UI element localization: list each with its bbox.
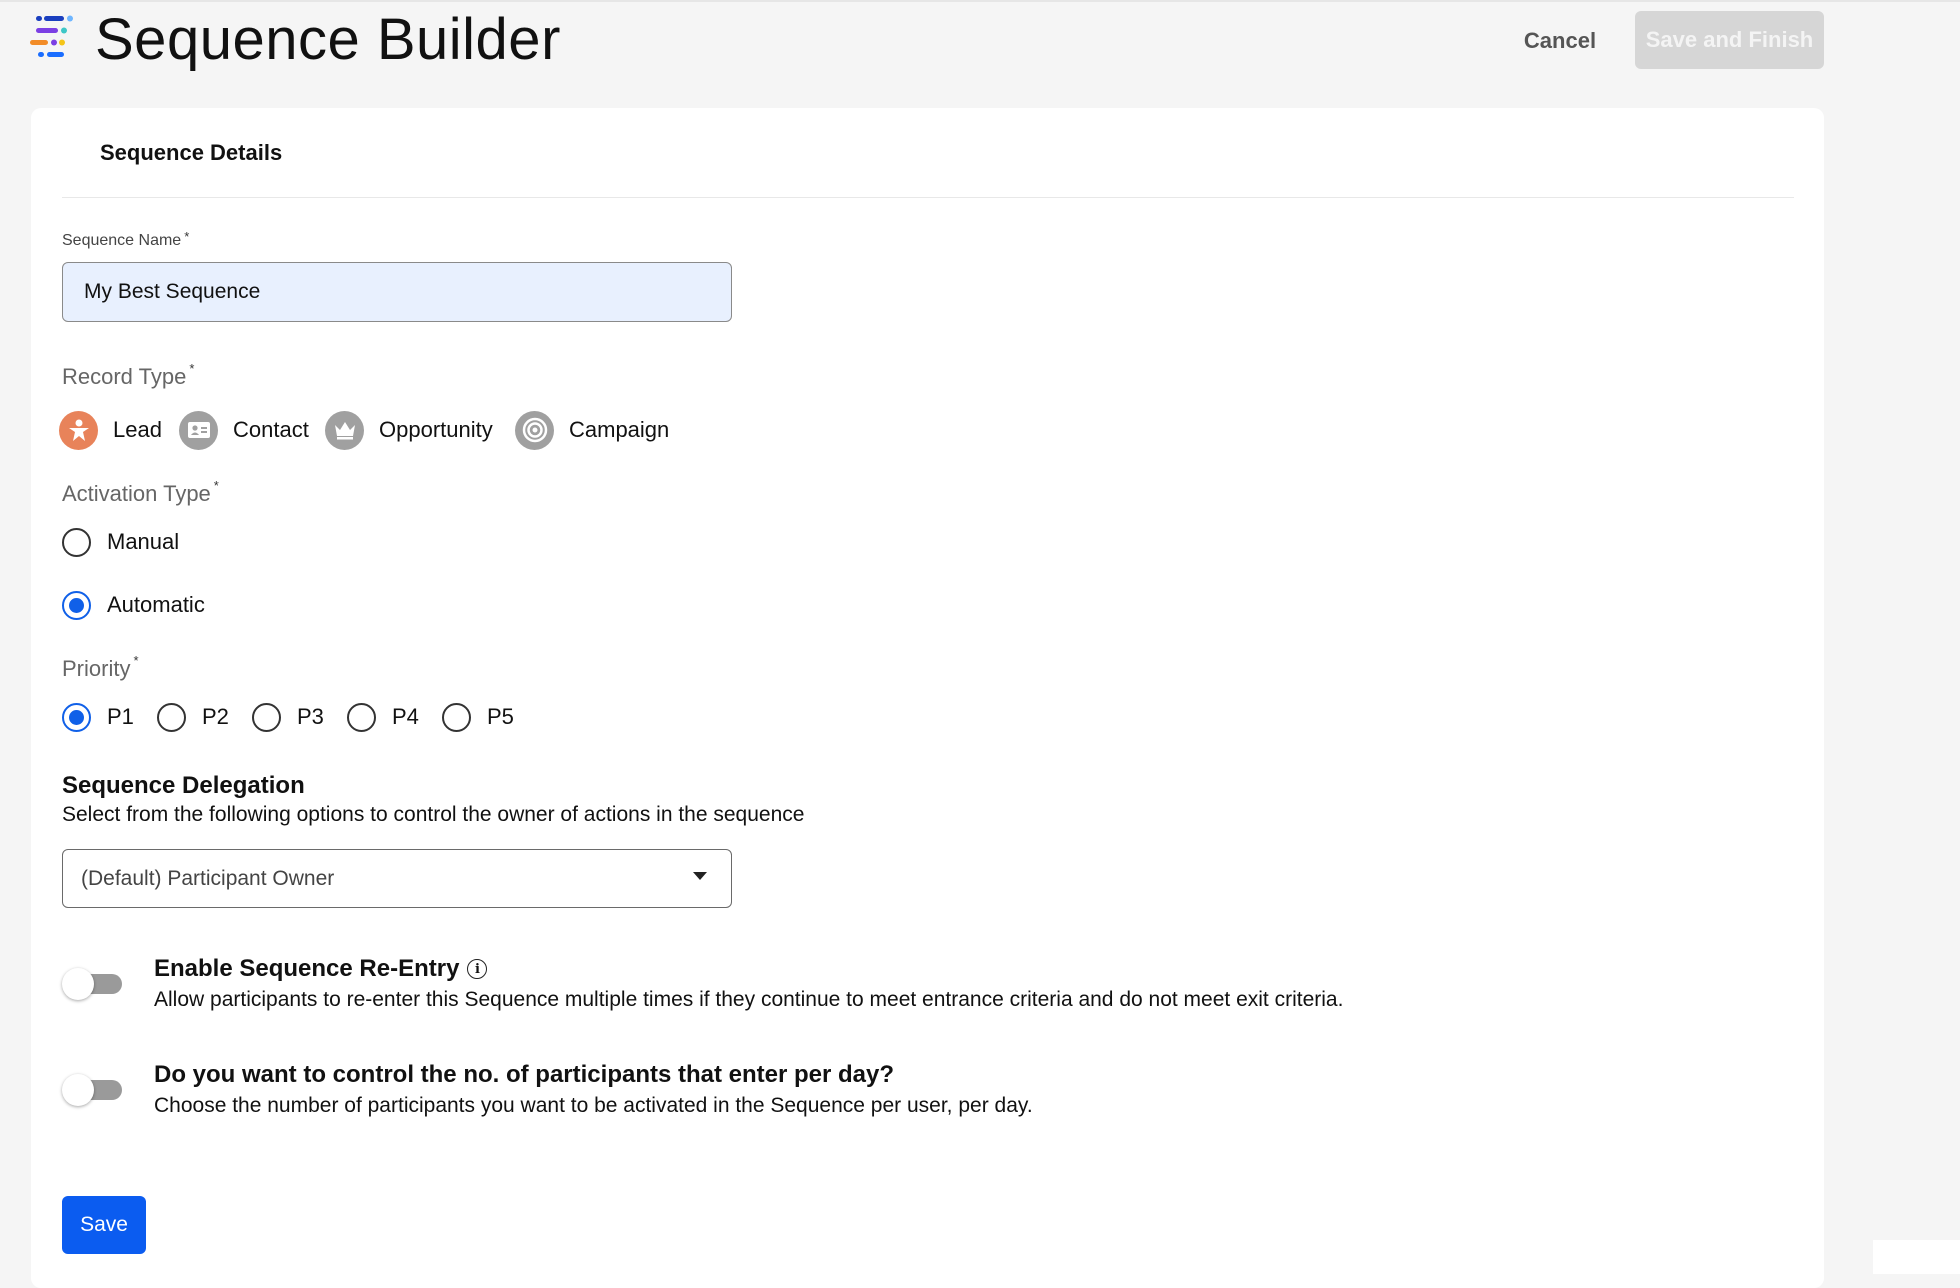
caret-down-icon <box>693 872 707 880</box>
card-divider <box>62 197 1794 198</box>
delegation-select[interactable] <box>62 849 732 908</box>
sequence-details-card <box>31 108 1824 1288</box>
reentry-toggle[interactable] <box>62 968 122 1000</box>
record-type-label: Campaign <box>569 417 670 442</box>
record-type-contact[interactable] <box>179 410 309 450</box>
activation-type-label-text: Activation Type <box>62 481 211 506</box>
delegation-selected-value: (Default) Participant Owner <box>81 866 335 890</box>
activation-automatic-radio[interactable] <box>62 591 91 620</box>
activation-manual-label: Manual <box>107 529 180 554</box>
record-type-label: Opportunity <box>379 417 493 442</box>
record-type-opportunity[interactable] <box>325 410 493 450</box>
contact-icon <box>179 411 218 450</box>
priority-p2-radio[interactable] <box>157 703 186 732</box>
activation-automatic-label: Automatic <box>107 592 205 617</box>
record-type-label-text: Record Type <box>62 364 187 389</box>
card-title: Sequence Details <box>100 140 283 165</box>
reentry-description: Allow participants to re-enter this Sequence multiple times if they continue to meet entrance criteria and do not meet exit criteria. <box>154 988 1344 1011</box>
activation-type-label <box>62 478 219 507</box>
required-mark: * <box>133 653 139 668</box>
priority-p2-option[interactable] <box>157 701 229 733</box>
daily-limit-title: Do you want to control the no. of participants that enter per day? <box>154 1061 895 1088</box>
record-type-label: Contact <box>233 417 309 442</box>
required-mark: * <box>189 361 195 376</box>
sequence-name-input[interactable] <box>62 262 732 322</box>
daily-limit-toggle[interactable] <box>62 1074 122 1106</box>
sequence-logo-icon <box>30 14 84 66</box>
priority-p3-option[interactable] <box>252 701 324 733</box>
priority-p3-label: P3 <box>297 704 324 729</box>
priority-p3-radio[interactable] <box>252 703 281 732</box>
save-button[interactable]: Save <box>62 1196 146 1254</box>
record-type-campaign[interactable] <box>515 410 669 450</box>
priority-label-text: Priority <box>62 656 131 681</box>
activation-manual-option[interactable] <box>62 526 179 558</box>
priority-p5-option[interactable] <box>442 701 514 733</box>
daily-limit-description: Choose the number of participants you want to be activated in the Sequence per user, per day. <box>154 1094 1033 1117</box>
record-type-lead[interactable] <box>59 410 162 450</box>
top-border <box>0 0 1960 2</box>
toggle-knob <box>62 1074 94 1106</box>
save-and-finish-button[interactable]: Save and Finish <box>1635 11 1824 69</box>
toggle-knob <box>62 968 94 1000</box>
info-icon[interactable]: i <box>467 959 487 979</box>
priority-label <box>62 653 139 682</box>
sequence-name-label <box>62 229 190 250</box>
sequence-name-label-text: Sequence Name <box>62 232 182 249</box>
reentry-title-text: Enable Sequence Re-Entry <box>154 955 460 982</box>
record-type-label: Lead <box>113 417 162 442</box>
cancel-button[interactable]: Cancel <box>1505 22 1615 60</box>
priority-p5-label: P5 <box>487 704 514 729</box>
opportunity-icon <box>325 411 364 450</box>
page-title: Sequence Builder <box>95 7 561 72</box>
priority-p5-radio[interactable] <box>442 703 471 732</box>
lead-icon <box>59 411 98 450</box>
priority-p4-label: P4 <box>392 704 419 729</box>
corner-patch <box>1873 1240 1960 1274</box>
priority-p4-radio[interactable] <box>347 703 376 732</box>
priority-p4-option[interactable] <box>347 701 419 733</box>
priority-p1-radio[interactable] <box>62 703 91 732</box>
delegation-description: Select from the following options to control the owner of actions in the sequence <box>62 803 805 826</box>
required-mark: * <box>184 229 190 244</box>
record-type-label <box>62 361 195 390</box>
delegation-heading: Sequence Delegation <box>62 772 305 799</box>
campaign-icon <box>515 411 554 450</box>
priority-p2-label: P2 <box>202 704 229 729</box>
required-mark: * <box>213 478 219 493</box>
activation-manual-radio[interactable] <box>62 528 91 557</box>
priority-p1-label: P1 <box>107 704 134 729</box>
activation-automatic-option[interactable] <box>62 589 205 621</box>
priority-p1-option[interactable] <box>62 701 134 733</box>
reentry-title <box>154 955 487 983</box>
